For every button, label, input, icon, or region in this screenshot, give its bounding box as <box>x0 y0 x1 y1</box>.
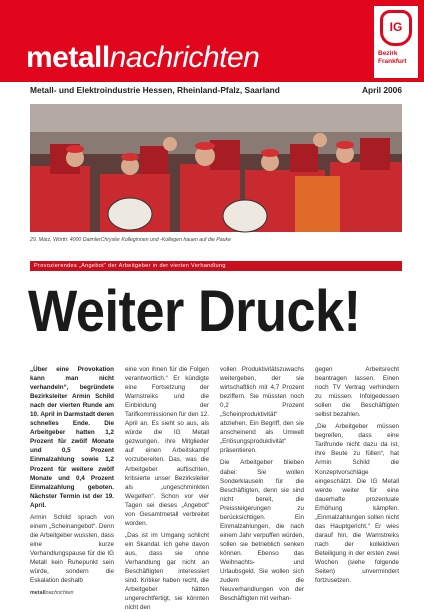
ig-metall-logo <box>374 6 418 78</box>
article-column-3 <box>220 365 304 603</box>
title-italic: nachrichten <box>109 41 260 74</box>
article-column-1 <box>30 365 114 585</box>
subline-region: Metall- und Elektroindustrie Hessen, Rheinland-Pfalz, Saarland <box>30 85 280 95</box>
footer-italic: nachrichten <box>45 590 74 596</box>
footer-brand <box>30 590 73 596</box>
article-column-4 <box>315 365 399 585</box>
lead-photo <box>30 104 402 232</box>
kicker-bar: Provozierendes „Angebot“ der Arbeitgeber in der vierten Verhandlung <box>30 261 402 271</box>
body-paragraph: vollen Produktivitätszuwachs weitergeben, der sie wirtschaftlich mit 4,7 Prozent beziffern. Sie müssten noch 0,2 Prozent „Scheinproduktivität“ abziehen. Ein Begriff, den sie anscheinend als Umwelt „Erlösungsproduktivität“ präsentieren. <box>220 366 304 455</box>
logo-line1: Bezirk <box>378 50 398 57</box>
body-paragraph: „Das ist im Umgang schlicht ein Skandal. Ich gehe davon aus, dass sie ohne Verhandlung gar nicht an Beschäftigten interessiert sind. Kritiker haben recht, die Arbeitgeber hätten ungerechtfertigt, sie könnten nicht den <box>125 531 209 612</box>
article-column-2 <box>125 365 209 612</box>
body-paragraph: eine von ihnen für die Folgen verantwortlich.“ Er kündigte eine Fortsetzung der Warnstreiks und die Einbindung der Tarifkommissionen für den 12. April an. Es sieht so aus, als würde die IG Metall gezwungen, ihre Mitglieder auf einen Arbeitskampf vorzubereiten. Das, was die Arbeitgeber auftischten, kritisierte unser Bezirksleiter als „ungeschminkten Wegelfen“. Schon vor vier Tagen sei dieses „Angebot“ von Gesamtmetall verbreitet worden. <box>125 366 209 527</box>
body-paragraph: Die Arbeitgeber blieben dabei: Sie wollen Sonderklauseln für die Beschäftigten, denn sie sind nicht bereit, die Preissteigerungen zu berücksichtigen. Ein Einmalzahlungen, die nach einem Jahr verpuffen würden, sollen sie betrieblich senken können. Ebenso das Weihnachts- und Urlaubsgeld. Sie wollen sich zudem die Neuverhandlungen von der Beschäftigten mit verhan- <box>220 459 304 603</box>
ig-logo-icon: IG <box>380 10 412 46</box>
masthead <box>0 0 424 82</box>
body-paragraph: gegen Arbeitsrecht beantragen lassen. Einen noch TV Vertrag verhindern zu müssen. Infolgedessen sollen die Beschäftigten selbst bezahlen. <box>315 366 399 419</box>
crowd-photo-illustration <box>30 104 402 232</box>
issue-date: April 2006 <box>361 85 402 95</box>
subline <box>30 85 402 99</box>
lead-paragraph: „Über eine Provokation kann man nicht verhandeln“, begründete Bezirksleiter Armin Schild nach der vierten Runde am 10. April in Darmstadt deren schnelles Ende. Die Arbeitgeber hatten 1,2 Prozent für zwölf Monate und 0,5 Prozent Einmalzahlung sowie 1,2 Prozent für weitere zwölf Monate und 0,4 Prozent Einmalzahlung geboten. Nächster Termin ist der 19. April. <box>30 366 114 509</box>
body-paragraph: „Die Arbeitgeber müssen begreifen, dass eine Tarifrunde nicht dazu da ist, ihre Beute zu füllen“, hat Armin Schild die Konzeptvorschläge eingeschätzt. Die IG Metall werde weiter für eine dauerhafte prozentuale Erhöhung kämpfen. „Einmalzahlungen sollen nicht das Hauptgericht.“ Er wies darauf hin, die Warnstreiks nach der kollektiven Beteiligung in der ersten zwei Wochen (siehe folgende Seiten) unvermindert fortzusetzen. <box>315 423 399 585</box>
logo-region <box>378 50 416 66</box>
masthead-title <box>26 42 259 74</box>
title-bold: metall <box>26 41 110 74</box>
footer-bold: metall <box>30 590 46 596</box>
headline: Weiter Druck! <box>28 279 361 344</box>
body-paragraph: Armin Schild sprach von einem „Scheinangebot“. Denn die Arbeitgeber wussten, dass eine kurze Verhandlungspause für die IG Metall kein Ruhepunkt sein würde, sondern die Eskalation deshalb <box>30 513 115 585</box>
photo-caption: 29. März, Wörth: 4000 DaimlerChrysler Kolleginnen und -Kollegen hauen auf die Pauke <box>30 237 231 243</box>
logo-line2: Frankfurt <box>378 58 407 65</box>
